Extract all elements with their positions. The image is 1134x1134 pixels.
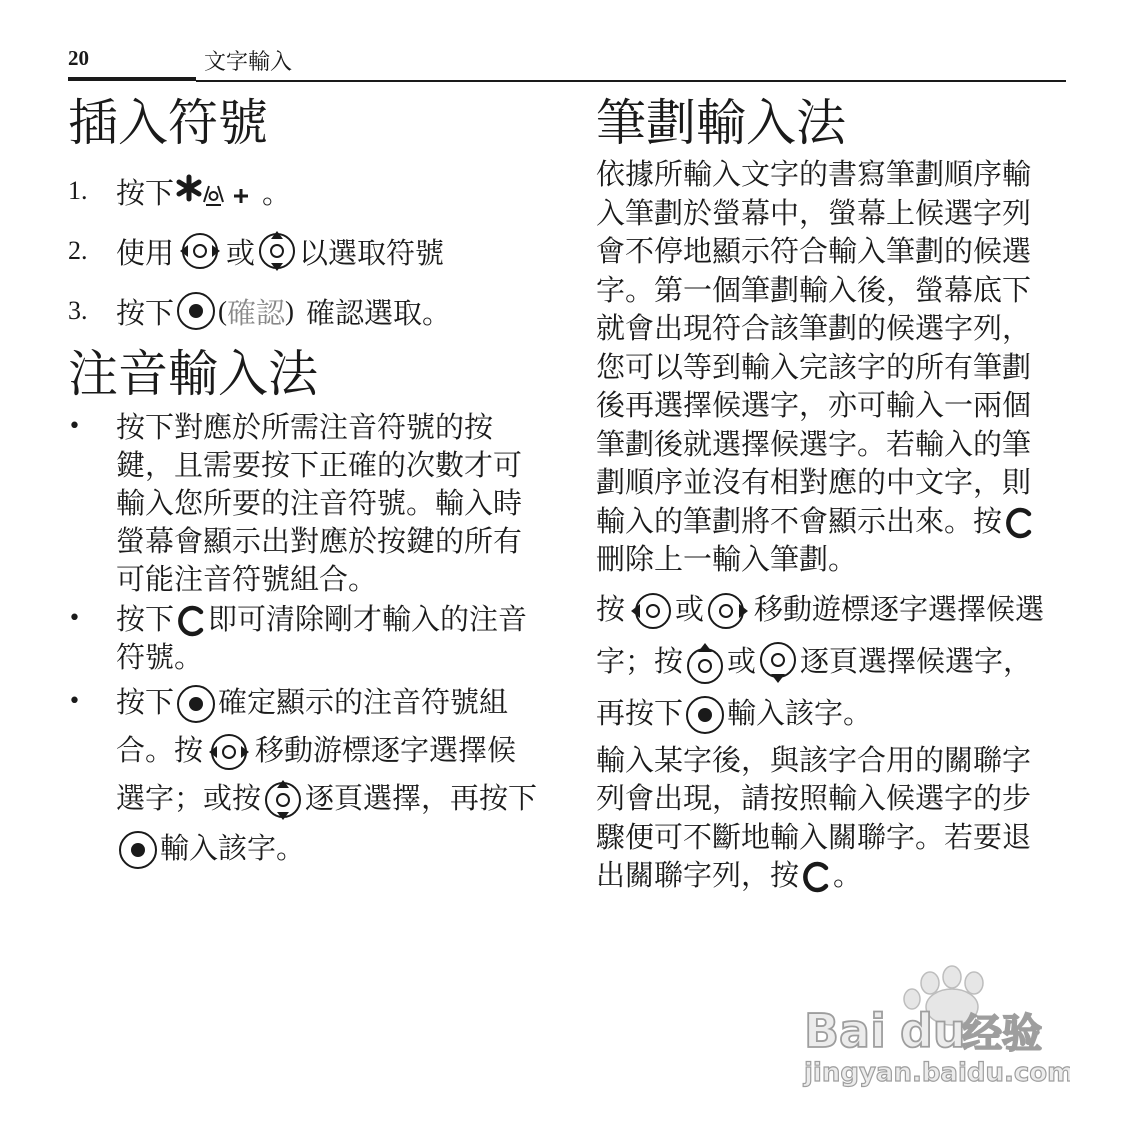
para-text: 或	[727, 643, 757, 678]
step-text-or: 或	[226, 235, 256, 270]
step-text: 按下	[116, 175, 175, 210]
bullet-item	[68, 408, 538, 598]
nav-down-icon	[758, 640, 798, 686]
insert-symbols-steps	[68, 161, 538, 341]
page-number-rule	[68, 77, 196, 81]
center-select-icon	[685, 695, 725, 735]
stroke-paragraph-1	[596, 155, 1056, 579]
nav-up-down-icon	[263, 776, 303, 824]
nav-up-icon	[685, 640, 725, 686]
bullet-text	[116, 678, 538, 872]
watermark-brand-bai: Bai	[804, 1004, 886, 1058]
bullet-dot: •	[68, 414, 81, 439]
left-column	[68, 96, 538, 874]
para-text: 按	[596, 591, 626, 626]
header-rule	[196, 80, 1066, 82]
clear-c-icon	[801, 860, 831, 894]
section-title-zhuyin: 注音輸入法	[68, 345, 318, 403]
step-text-end: 以選取符號	[299, 235, 445, 270]
para-text: 。	[833, 858, 863, 892]
bullet-dot: •	[68, 606, 81, 631]
right-column	[596, 96, 1056, 899]
page-number: 20	[68, 46, 89, 70]
stroke-paragraph-3	[596, 741, 1056, 895]
step-number: 3.	[68, 296, 88, 325]
confirm-softkey-label: 確認	[227, 295, 286, 330]
step-2	[68, 221, 538, 281]
para-text: 輸入該字。	[727, 695, 873, 730]
step-3	[68, 281, 538, 341]
bullet-text-part: 移動游標逐字選擇候選字；或按	[116, 733, 517, 815]
running-head: 文字輸入	[204, 50, 293, 75]
bullet-text	[116, 600, 538, 676]
watermark-brand-du: du	[900, 1004, 966, 1058]
center-select-icon	[176, 291, 216, 331]
bullet-item	[68, 678, 538, 872]
para-text: 移動遊標逐字選擇候選字；按	[596, 591, 1045, 678]
step-number: 1.	[68, 176, 88, 205]
clear-c-icon	[176, 604, 206, 638]
bullet-text: 按下對應於所需注音符號的按鍵，且需要按下正確的次數才可輸入您所要的注音符號。輸入時螢幕會顯示出對應於按鍵的所有可能注音符號組合。	[116, 410, 523, 596]
bullet-item	[68, 600, 538, 676]
center-select-icon	[176, 684, 216, 724]
para-text: 逐頁選擇候選字，再按下	[596, 643, 1033, 730]
baidu-jingyan-watermark	[780, 965, 1070, 1090]
nav-right-icon	[706, 591, 752, 631]
stroke-paragraph-2	[596, 583, 1056, 739]
zhuyin-bullets	[68, 408, 538, 872]
bullet-text-part: 按下	[116, 602, 175, 636]
nav-left-right-icon	[205, 732, 253, 772]
clear-c-icon	[1004, 506, 1034, 540]
star-key-icon	[176, 174, 260, 208]
paren-open: (	[218, 295, 228, 326]
section-title-stroke: 筆劃輸入法	[596, 94, 846, 152]
section-title-insert-symbols: 插入符號	[68, 94, 268, 152]
bullet-text-part: 確定顯示的注音符號組合。按	[116, 685, 509, 767]
bullet-text-part: 按下	[116, 685, 175, 719]
step-text-end: 確認選取。	[306, 295, 452, 330]
step-1	[68, 161, 538, 221]
para-text: 輸入某字後，與該字合用的關聯字列會出現，請按照輸入候選字的步驟便可不斷地輸入關聯字。若要退出關聯字列，按	[596, 742, 1032, 892]
step-text-end: 。	[262, 175, 292, 210]
para-text: 依據所輸入文字的書寫筆劃順序輸入筆劃於螢幕中，螢幕上候選字列會不停地顯示符合輸入筆劃的候選字。第一個筆劃輸入後，螢幕底下就會出現符合該筆劃的候選字列，您可以等到輸入完該字的所有筆劃後再選擇候選字，亦可輸入一兩個筆劃後就選擇候選字。若輸入的筆劃順序並沒有相對應的中文字，則輸入的筆劃將不會顯示出來。按	[596, 157, 1032, 538]
watermark-url: jingyan.baidu.com	[804, 1058, 1070, 1088]
bullet-text-part: 輸入該字。	[160, 831, 306, 865]
step-number: 2.	[68, 236, 88, 265]
bullet-text-part: 即可清除剛才輸入的注音符號。	[116, 602, 528, 674]
para-text: 或	[675, 591, 705, 626]
paren-close: )	[285, 295, 295, 326]
nav-left-icon	[627, 591, 673, 631]
nav-up-down-icon	[257, 227, 297, 275]
center-select-icon	[118, 830, 158, 870]
watermark-brand-jingyan: 经验	[962, 1011, 1042, 1057]
step-text: 按下	[116, 295, 175, 330]
bullet-dot: •	[68, 689, 81, 714]
para-text: 刪除上一輸入筆劃。	[596, 542, 858, 576]
bullet-text-part: 逐頁選擇，再按下	[305, 781, 538, 815]
step-text: 使用	[116, 235, 175, 270]
nav-left-right-icon	[176, 231, 224, 271]
